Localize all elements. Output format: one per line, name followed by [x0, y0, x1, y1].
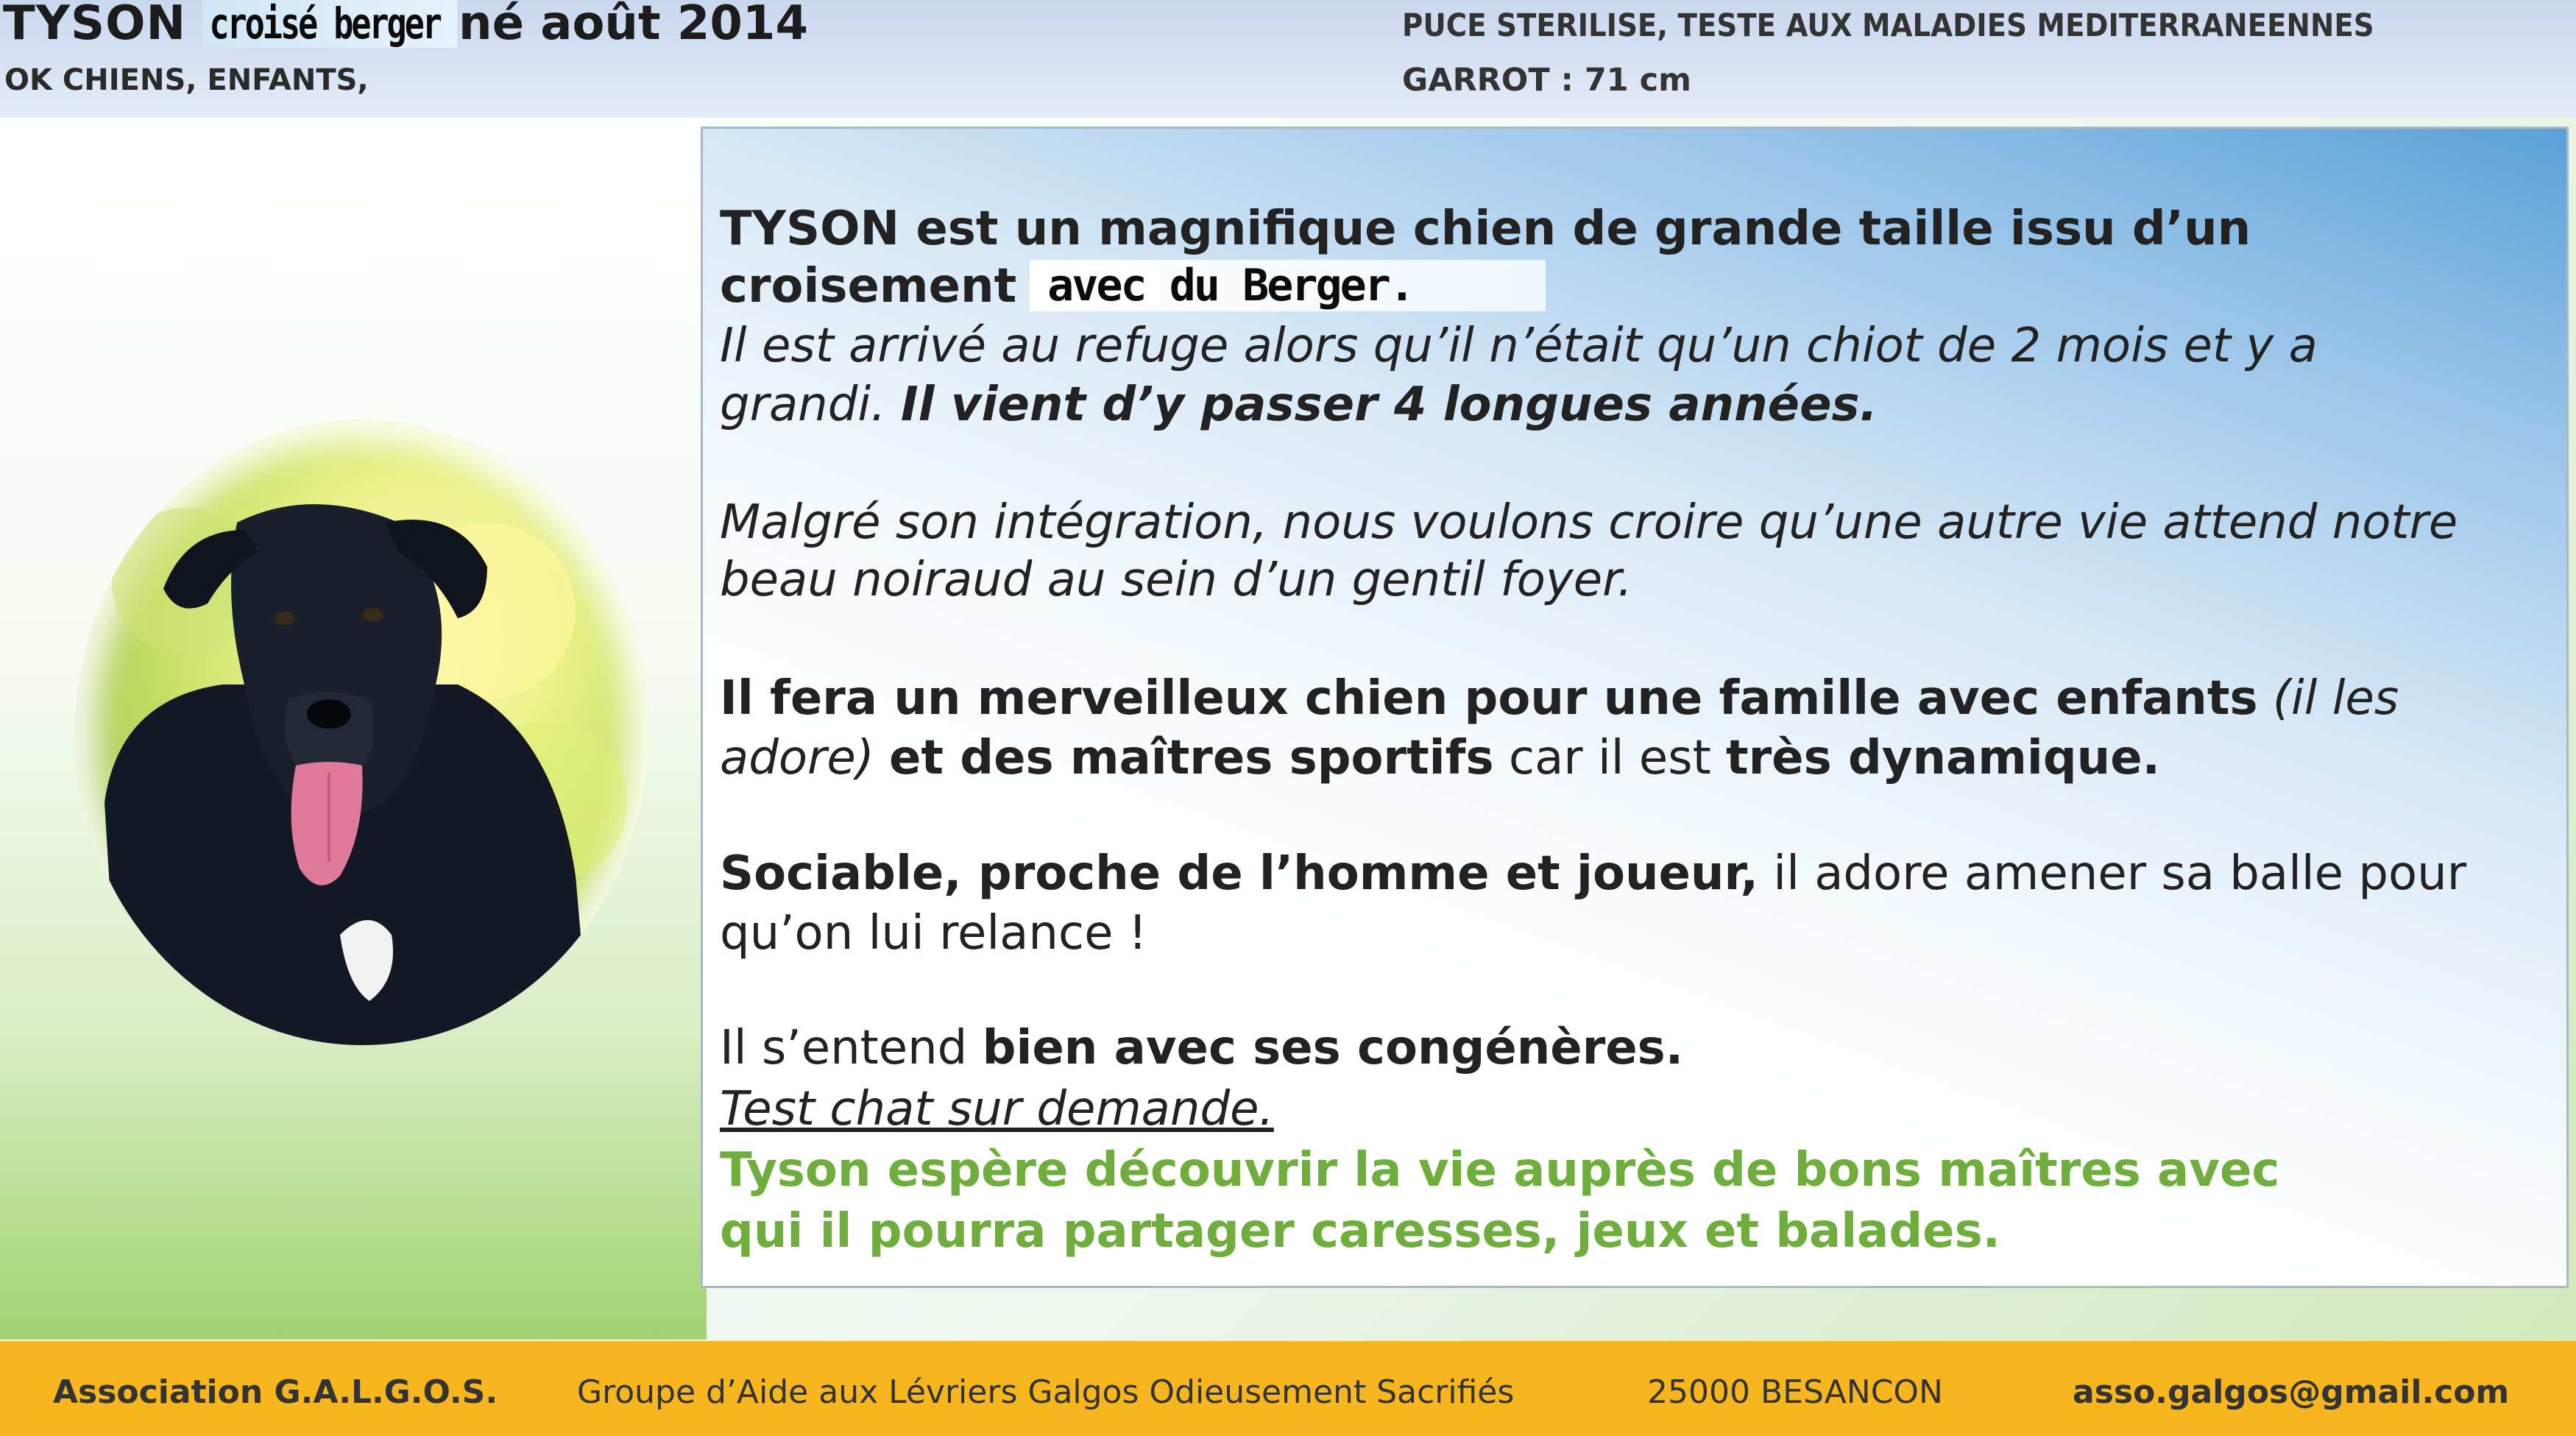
- desc-line-7-italic: (il les: [2272, 671, 2399, 726]
- desc-line-13: Tyson espère découvrir la vie auprès de bons maîtres avec: [720, 1143, 2280, 1198]
- black-dog-photo: [75, 420, 649, 1045]
- desc-line-11: [720, 1019, 1683, 1078]
- dog-name: TYSON: [3, 0, 187, 51]
- desc-line-8-bold-1: et des maîtres sportifs: [889, 731, 1494, 785]
- compatibility-line: OK CHIENS, ENFANTS,: [4, 63, 369, 97]
- desc-line-4-bold: Il vient d’y passer 4 longues années.: [900, 378, 1878, 432]
- breed-overlay: croisé berger: [202, 0, 457, 48]
- desc-line-9-bold: Sociable, proche de l’homme et joueur,: [720, 846, 1758, 901]
- desc-line-8-italic: adore): [720, 731, 874, 785]
- desc-line-10: qu’on lui relance !: [720, 906, 1147, 961]
- birth-date: né août 2014: [459, 0, 808, 51]
- dog-photo: [75, 420, 649, 1045]
- desc-line-8-bold-2: très dynamique.: [1726, 731, 2160, 785]
- garrot-height: GARROT : 71 cm: [1402, 62, 1691, 99]
- health-info: PUCE STERILISE, TESTE AUX MALADIES MEDITERRANEENNES: [1402, 7, 2374, 44]
- footer-group-name: Groupe d’Aide aux Lévriers Galgos Odieusement Sacrifiés: [577, 1373, 1515, 1411]
- footer-email[interactable]: asso.galgos@gmail.com: [2073, 1373, 2510, 1411]
- desc-line-14: qui il pourra partager caresses, jeux et balades.: [720, 1204, 2000, 1259]
- desc-line-9-normal: il adore amener sa balle pour: [1773, 846, 2467, 901]
- desc-line-9: [720, 844, 2466, 903]
- desc-line-8: [720, 729, 2160, 788]
- desc-line-11-normal: Il s’entend: [720, 1021, 968, 1075]
- desc-line-4-italic: grandi.: [720, 378, 886, 432]
- desc-line-3: Il est arrivé au refuge alors qu’il n’était qu’un chiot de 2 mois et y a: [720, 319, 2318, 373]
- breed-overlay-2: avec du Berger.: [1030, 260, 1546, 311]
- desc-line-11-bold: bien avec ses congénères.: [982, 1021, 1684, 1075]
- desc-line-6: beau noiraud au sein d’un gentil foyer.: [720, 553, 1632, 607]
- desc-line-5: Malgré son intégration, nous voulons croire qu’une autre vie attend notre: [720, 495, 2458, 550]
- desc-line-2-prefix: croisement: [720, 259, 1017, 314]
- desc-line-12: Test chat sur demande.: [720, 1082, 1274, 1136]
- desc-line-8-normal: car il est: [1508, 731, 1711, 785]
- desc-line-2: [720, 257, 1546, 316]
- desc-line-7: [720, 669, 2399, 728]
- desc-line-4: [720, 375, 1878, 434]
- header-band: [0, 0, 2576, 118]
- desc-line-1: TYSON est un magnifique chien de grande taille issu d’un: [720, 202, 2251, 256]
- footer-city: 25000 BESANCON: [1647, 1373, 1943, 1411]
- footer-association: Association G.A.L.G.O.S.: [53, 1373, 498, 1411]
- desc-line-7-bold: Il fera un merveilleux chien pour une famille avec enfants: [720, 671, 2258, 726]
- header-title: [3, 0, 808, 53]
